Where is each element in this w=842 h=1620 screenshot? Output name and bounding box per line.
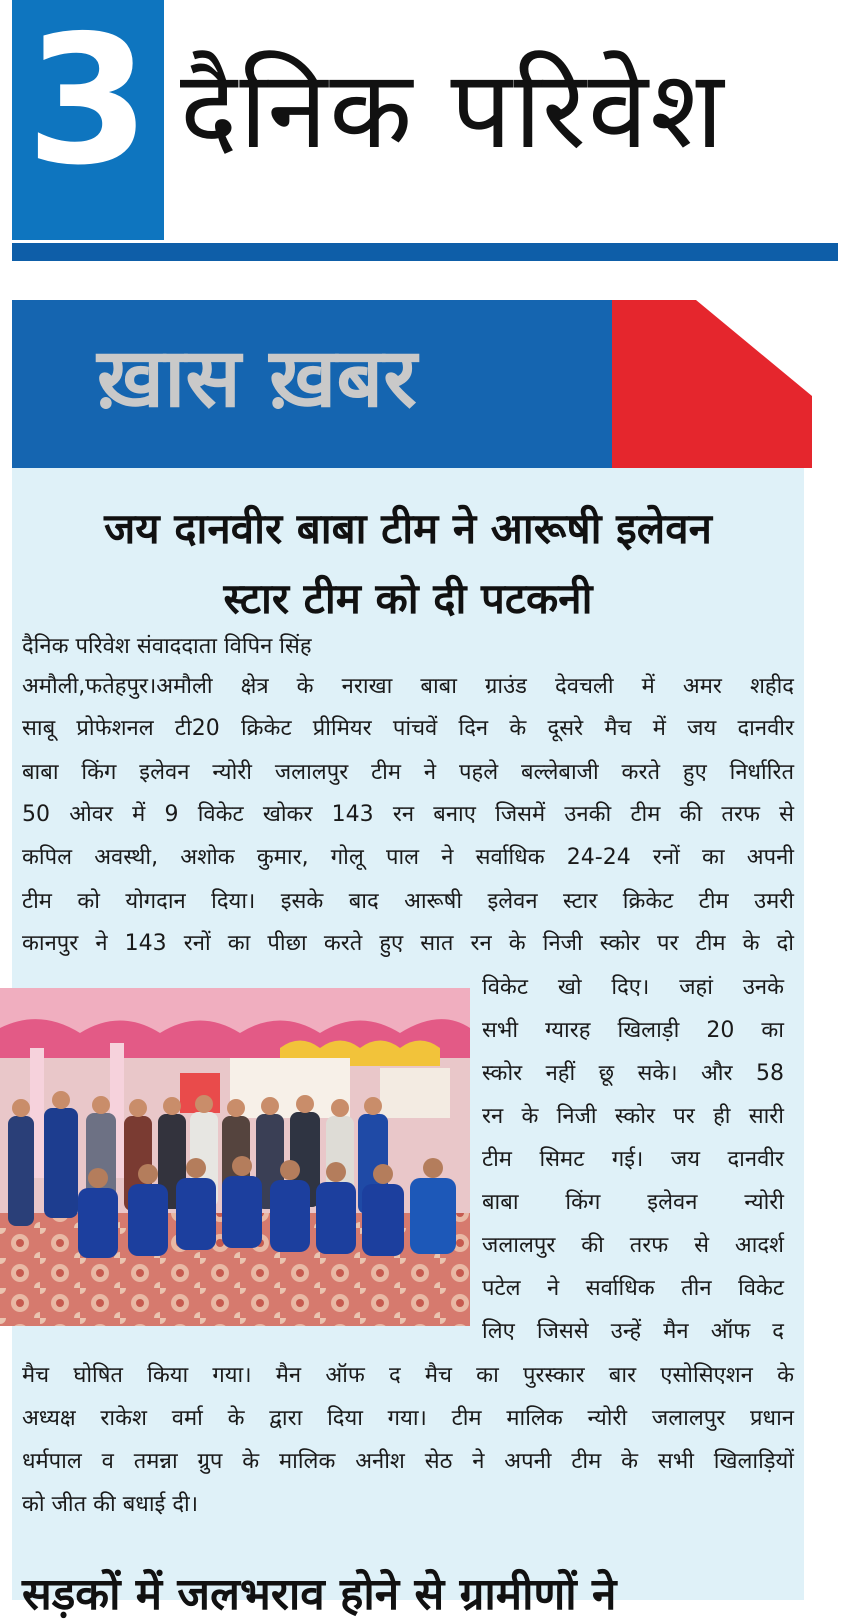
body-line: कपिल अवस्थी, अशोक कुमार, गोलू पाल ने सर्वाधिक 24-24 रनों का अपनी <box>22 845 794 870</box>
body-line: जलालपुर की तरफ से आदर्श <box>482 1233 784 1258</box>
team-photo <box>0 988 470 1326</box>
article-byline: दैनिक परिवेश संवाददाता विपिन सिंह <box>22 634 312 659</box>
page-number-box <box>12 0 164 240</box>
body-line: पटेल ने सर्वाधिक तीन विकेट <box>482 1276 784 1301</box>
body-line: अध्यक्ष राकेश वर्मा के द्वारा दिया गया। टीम मालिक न्योरी जलालपुर प्रधान <box>22 1406 794 1431</box>
body-line: साबू प्रोफेशनल टी20 क्रिकेट प्रीमियर पांचवें दिन के दूसरे मैच में जय दानवीर <box>22 716 794 741</box>
body-line: 50 ओवर में 9 विकेट खोकर 143 रन बनाए जिसमें उनकी टीम की तरफ से <box>22 802 794 827</box>
body-line: विकेट खो दिए। जहां उनके <box>482 975 784 1000</box>
body-line: अमौली,फतेहपुर।अमौली क्षेत्र के नराखा बाबा ग्राउंड देवचली में अमर शहीद <box>22 674 794 699</box>
body-line: रन के निजी स्कोर पर ही सारी <box>482 1104 784 1129</box>
body-line: टीम को योगदान दिया। इसके बाद आरूषी इलेवन स्टार क्रिकेट टीम उमरी <box>22 889 794 914</box>
article-panel <box>12 468 804 1620</box>
body-line: लिए जिससे उन्हें मैन ऑफ द <box>482 1319 784 1344</box>
next-article-headline-fragment: सड़कों में जलभराव होने से ग्रामीणों ने <box>22 1569 617 1620</box>
section-banner <box>12 300 820 468</box>
article-headline <box>12 494 804 634</box>
body-line: टीम सिमट गई। जय दानवीर <box>482 1147 784 1172</box>
body-line: धर्मपाल व तमन्ना ग्रुप के मालिक अनीश सेठ ने अपनी टीम के सभी खिलाड़ियों <box>22 1449 794 1474</box>
headline-line: जय दानवीर बाबा टीम ने आरूषी इलेवन <box>104 504 712 553</box>
body-line: स्कोर नहीं छू सके। और 58 <box>482 1061 784 1086</box>
body-line: को जीत की बधाई दी। <box>22 1492 199 1517</box>
body-line: मैच घोषित किया गया। मैन ऑफ द मैच का पुरस्कार बार एसोसिएशन के <box>22 1363 794 1388</box>
masthead-rule <box>12 243 838 261</box>
body-line: बाबा किंग इलेवन न्योरी <box>482 1190 784 1215</box>
body-line: कानपुर ने 143 रनों का पीछा करते हुए सात रन के निजी स्कोर पर टीम के दो <box>22 931 794 956</box>
headline-line: स्टार टीम को दी पटकनी <box>223 574 593 623</box>
section-label: ख़ास ख़बर <box>97 331 417 426</box>
page-number: 3 <box>26 0 150 204</box>
newspaper-title: दैनिक परिवेश <box>180 48 726 173</box>
body-line: सभी ग्यारह खिलाड़ी 20 का <box>482 1018 784 1043</box>
body-line: बाबा किंग इलेवन न्योरी जलालपुर टीम ने पहले बल्लेबाजी करते हुए निर्धारित <box>22 760 794 785</box>
section-banner-red-corner <box>612 300 820 468</box>
